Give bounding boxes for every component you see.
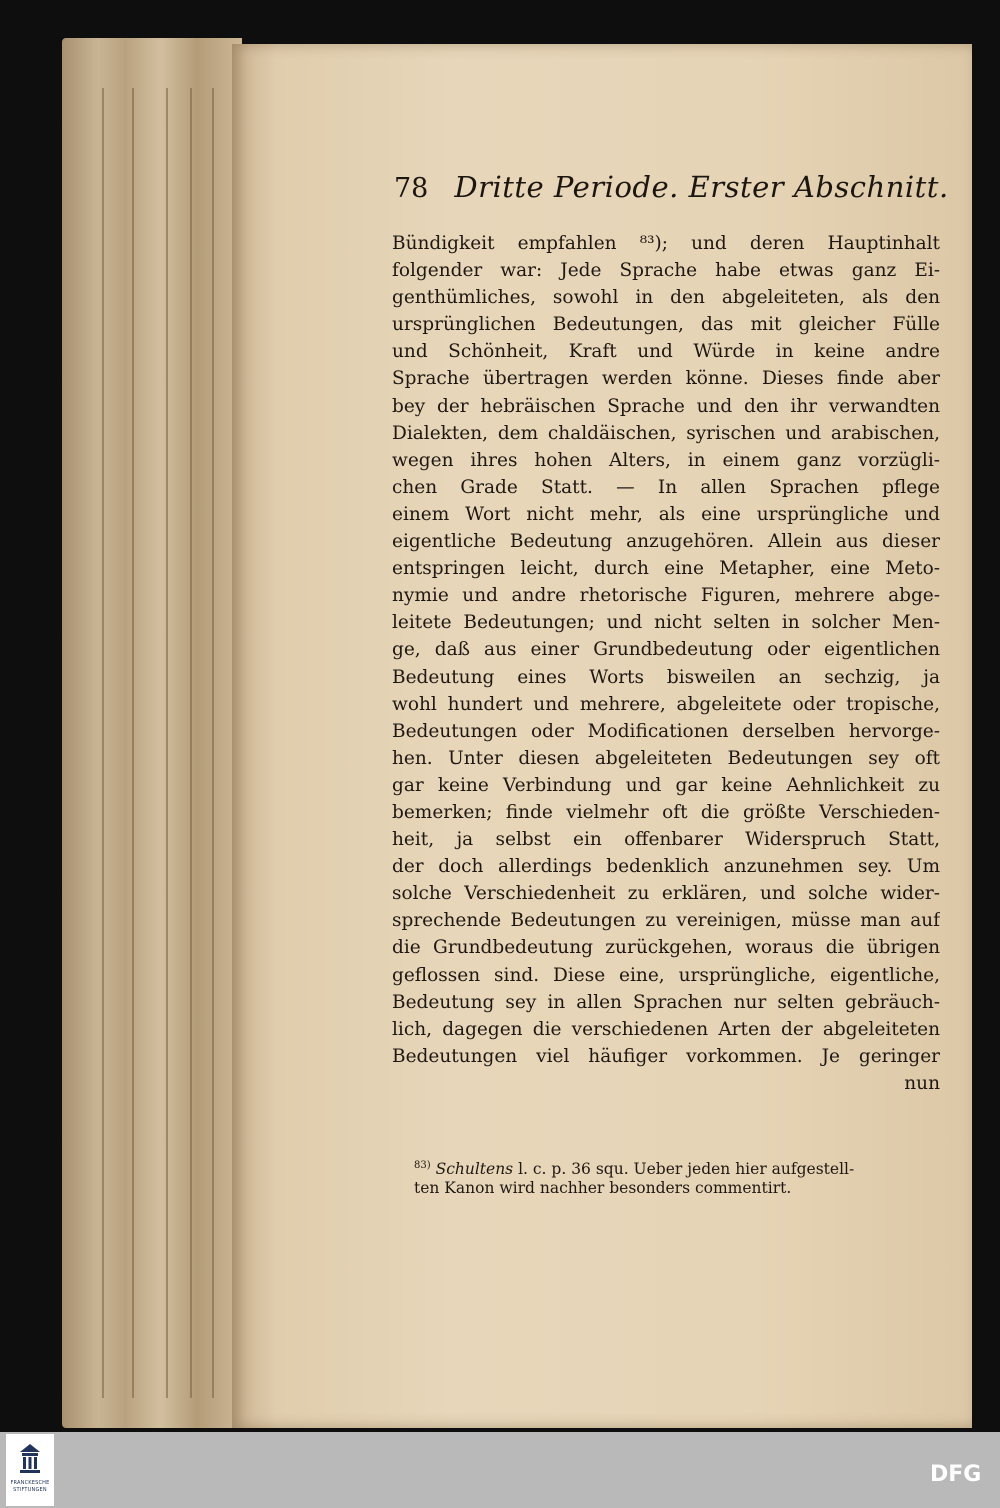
catchword: nun — [904, 1072, 940, 1094]
text-line: Bedeutungen viel häufiger vorkommen. Je geringer — [392, 1045, 940, 1067]
text-line: eigentliche Bedeutung anzugehören. Allein aus dieser — [392, 531, 940, 553]
text-line: solche Verschiedenheit zu erklären, und solche wider- — [392, 883, 940, 905]
text-line: hen. Unter diesen abgeleiteten Bedeutungen sey oft — [392, 747, 940, 769]
text-line: bey der hebräischen Sprache und den ihr verwandten — [392, 395, 940, 417]
page-number: 78 — [394, 173, 429, 204]
body-text — [392, 230, 940, 1097]
text-line: Dialekten, dem chaldäischen, syrischen und arabischen, — [392, 422, 940, 444]
text-line: geflossen sind. Diese eine, ursprüngliche, eigentliche, — [392, 964, 940, 986]
text-line: Bündigkeit empfahlen ⁸³); und deren Hauptinhalt — [392, 233, 940, 254]
footnote-mark: 83) — [414, 1160, 431, 1171]
text-line: einem Wort nicht mehr, als eine ursprüngliche und — [392, 503, 940, 525]
text-line: entspringen leicht, durch eine Metapher, eine Meto- — [392, 558, 940, 580]
page-edge-line — [132, 88, 134, 1398]
text-line: Bedeutung sey in allen Sprachen nur selten gebräuch- — [392, 991, 940, 1013]
text-line: wegen ihres hohen Alters, in einem ganz vorzügli- — [392, 449, 940, 471]
building-icon — [18, 1442, 42, 1474]
dfg-logo: DFG — [930, 1462, 982, 1487]
text-line: chen Grade Statt. — In allen Sprachen pflege — [392, 476, 940, 498]
text-line: die Grundbedeutung zurückgehen, woraus die übrigen — [392, 937, 940, 959]
viewer-footer-bar — [0, 1432, 1000, 1508]
text-line: sprechende Bedeutungen zu vereinigen, müsse man auf — [392, 910, 940, 932]
text-line: gar keine Verbindung und gar keine Aehnlichkeit zu — [392, 774, 940, 796]
francke-foundation-logo — [6, 1434, 54, 1506]
text-line: Bedeutungen oder Modificationen derselben hervorge- — [392, 720, 940, 742]
text-line: Bedeutung eines Worts bisweilen an sechzig, ja — [392, 666, 940, 688]
text-line: Sprache übertragen werden könne. Dieses finde aber — [392, 368, 940, 390]
text-line: ursprünglichen Bedeutungen, das mit gleicher Fülle — [392, 314, 940, 336]
page-edge-line — [212, 88, 214, 1398]
text-line: und Schönheit, Kraft und Würde in keine andre — [392, 341, 940, 363]
footnote-text: l. c. p. 36 squ. Ueber jeden hier aufgestell- — [513, 1160, 855, 1179]
book-page — [232, 44, 972, 1428]
text-line: lich, dagegen die verschiedenen Arten der abgeleiteten — [392, 1018, 940, 1040]
page-edge-line — [102, 88, 104, 1398]
footnote-line: ten Kanon wird nachher besonders commentirt. — [414, 1179, 792, 1197]
text-line: bemerken; finde vielmehr oft die größte Verschieden- — [392, 801, 940, 823]
text-line: folgender war: Jede Sprache habe etwas ganz Ei- — [392, 260, 940, 282]
footnote — [414, 1154, 944, 1200]
text-line: wohl hundert und mehrere, abgeleitete oder tropische, — [392, 693, 940, 715]
text-line: der doch allerdings bedenklich anzunehmen sey. Um — [392, 856, 940, 878]
book-page-edges — [62, 38, 242, 1428]
page-edge-line — [166, 88, 168, 1398]
francke-logo-text: FRANCKESCHE STIFTUNGEN — [10, 1480, 50, 1493]
page-edge-line — [190, 88, 192, 1398]
text-line: genthümliches, sowohl in den abgeleiteten, als den — [392, 287, 940, 309]
text-line: heit, ja selbst ein offenbarer Widerspruch Statt, — [392, 829, 940, 851]
text-line: ge, daß aus einer Grundbedeutung oder eigentlichen — [392, 639, 940, 661]
running-head — [394, 170, 954, 214]
text-line: leitete Bedeutungen; und nicht selten in solcher Men- — [392, 612, 940, 634]
running-head-title: Dritte Periode. Erster Abschnitt. — [454, 170, 949, 204]
footnote-author: Schultens — [435, 1160, 514, 1179]
text-line: nymie und andre rhetorische Figuren, mehrere abge- — [392, 585, 940, 607]
footnote-line — [414, 1154, 944, 1177]
